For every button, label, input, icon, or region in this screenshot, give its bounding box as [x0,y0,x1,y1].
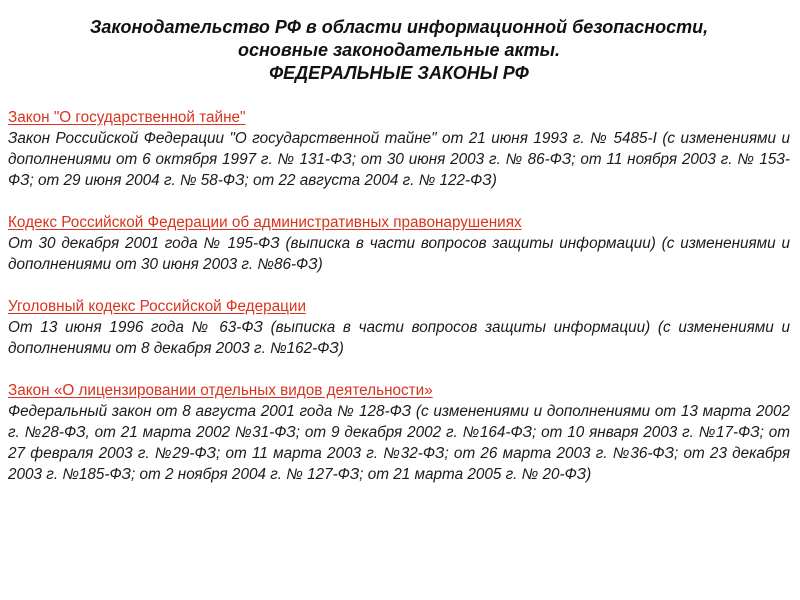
admin-code-link[interactable]: Кодекс Российской Федерации об административных правонарушениях [8,214,522,231]
state-secret-law-link[interactable]: Закон "О государственной тайне" [8,109,246,126]
admin-code-text: От 30 декабря 2001 года № 195-ФЗ (выписка в части вопросов защиты информации) (с изменениями и дополнениями от 30 июня 2003 г. №86-ФЗ) [8,235,790,273]
laws-list [8,107,790,485]
criminal-code-link[interactable]: Уголовный кодекс Российской Федерации [8,298,306,315]
state-secret-law-text: Закон Российской Федерации "О государственной тайне" от 21 июня 1993 г. № 5485-I (с изменениями и дополнениями от 6 октября 1997 г. № 131-ФЗ; от 30 июня 2003 г. № 86-ФЗ; от 11 ноября 2003 г. № 153-ФЗ; от 29 июня 2004 г. № 58-ФЗ; от 22 августа 2004 г. № 122-ФЗ) [8,130,790,189]
title-line-1: Законодательство РФ в области информационной безопасности, [89,17,709,37]
title-line-2: основные законодательные акты. [238,40,560,60]
title-line-3: ФЕДЕРАЛЬНЫЕ ЗАКОНЫ РФ [269,63,529,83]
criminal-code-text: От 13 июня 1996 года № 63-ФЗ (выписка в части вопросов защиты информации) (с изменениями и дополнениями от 8 декабря 2003 г. №162-ФЗ) [8,319,790,357]
licensing-law-text: Федеральный закон от 8 августа 2001 года № 128-ФЗ (с изменениями и дополнениями от 13 марта 2002 г. №28-ФЗ, от 21 марта 2002 №31-ФЗ; от 9 декабря 2002 г. №164-ФЗ; от 10 января 2003 г. №17-ФЗ; от 27 февраля 2003 г. №29-ФЗ; от 11 марта 2003 г. №32-ФЗ; от 26 марта 2003 г. №36-ФЗ; от 23 декабря 2003 г. №185-ФЗ; от 2 ноября 2004 г. № 127-ФЗ; от 21 марта 2005 г. № 20-ФЗ) [8,403,790,483]
page-title [8,0,790,85]
law-section-state-secret [8,107,790,191]
law-section-admin-code [8,212,790,275]
law-section-criminal-code [8,296,790,359]
licensing-law-link[interactable]: Закон «О лицензировании отдельных видов деятельности» [8,382,433,399]
law-section-licensing [8,380,790,485]
